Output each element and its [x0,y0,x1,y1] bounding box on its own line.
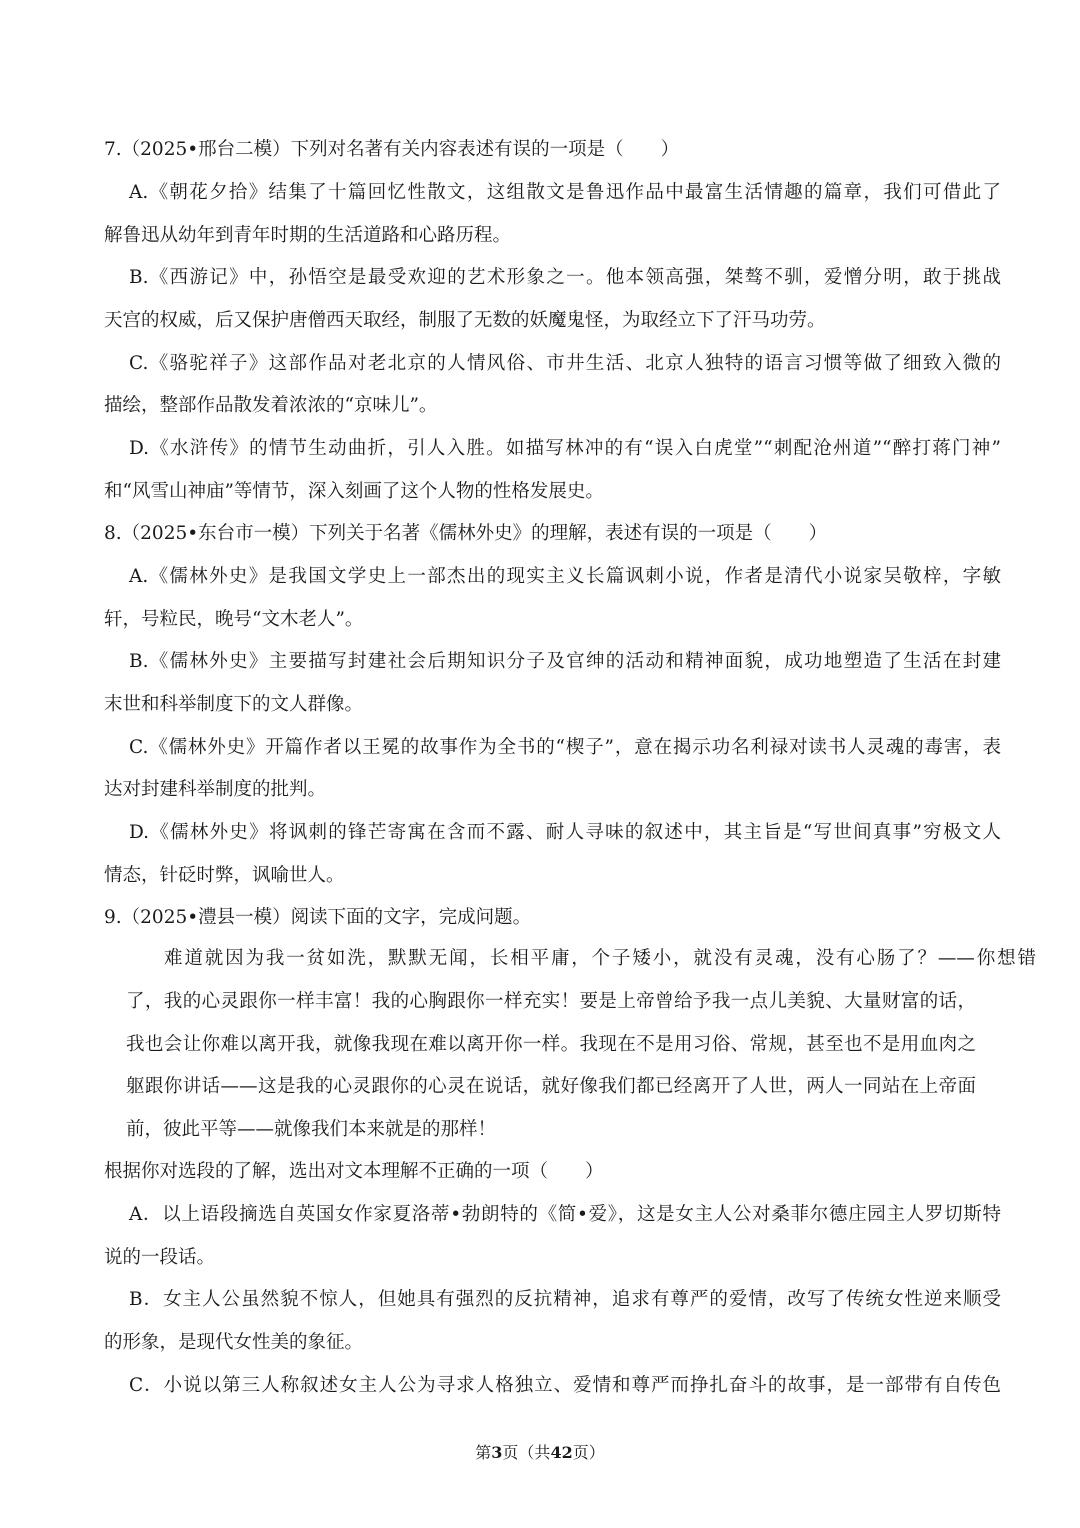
question-9-stem: 9.（2025•澧县一模）阅读下面的文字，完成问题。 [104,907,532,928]
footer-suffix: 页） [572,1443,605,1462]
question-9-option-c-line1: C．小说以第三人称叙述女主人公为寻求人格独立、爱情和尊严而挣扎奋斗的故事，是一部带有自传色 [129,1375,1001,1396]
question-7-option-d-line2: 和“风雪山神庙”等情节，深入刻画了这个人物的性格发展史。 [104,481,604,502]
page-footer [0,1442,1080,1464]
footer-middle: 页（共 [502,1443,551,1462]
question-9-option-a-line2: 说的一段话。 [104,1247,216,1268]
question-8-option-b-line1: B.《儒林外史》主要描写封建社会后期知识分子及官绅的活动和精神面貌，成功地塑造了生活在封建 [129,651,1001,672]
question-7-option-a-line1: A.《朝花夕拾》结集了十篇回忆性散文，这组散文是鲁迅作品中最富生活情趣的篇章，我们可借此了 [129,182,1001,203]
question-7-option-c-line1: C.《骆驼祥子》这部作品对老北京的人情风俗、市井生活、北京人独特的语言习惯等做了细致入微的 [129,353,1001,374]
question-7-option-c-line2: 描绘，整部作品散发着浓浓的“京味儿”。 [104,395,438,416]
passage-line-3: 我也会让你难以离开我，就像我现在难以离开你一样。我现在不是用习俗、常规，甚至也不是用血肉之 [126,1034,976,1055]
question-8-option-c-line1: C.《儒林外史》开篇作者以王冕的故事作为全书的“楔子”，意在揭示功名利禄对读书人灵魂的毒害，表 [129,737,1001,758]
passage-line-2: 了，我的心灵跟你一样丰富！我的心胸跟你一样充实！要是上帝曾给予我一点儿美貌、大量财富的话， [126,991,976,1012]
question-7-stem: 7.（2025•邢台二模）下列对名著有关内容表述有误的一项是（ ） [104,139,680,160]
question-7-option-d-line1: D.《水浒传》的情节生动曲折，引人入胜。如描写林冲的有“误入白虎堂”“刺配沧州道”“醉打蒋门神” [129,438,1001,459]
question-7-option-a-line2: 解鲁迅从幼年到青年时期的生活道路和心路历程。 [104,225,512,246]
question-9-option-b-line2: 的形象，是现代女性美的象征。 [104,1332,364,1353]
question-8-option-a-line2: 轩，号粒民，晚号“文木老人”。 [104,609,364,630]
question-9-subquestion: 根据你对选段的了解，选出对文本理解不正确的一项（ ） [104,1161,604,1182]
question-8-stem: 8.（2025•东台市一模）下列关于名著《儒林外史》的理解，表述有误的一项是（ ） [104,523,828,544]
passage-line-1: 难道就因为我一贫如洗，默默无闻，长相平庸，个子矮小，就没有灵魂，没有心肠了？——你想错 [164,948,1036,969]
passage-line-5: 前，彼此平等——就像我们本来就是的那样！ [126,1119,497,1140]
question-8-option-d-line1: D.《儒林外史》将讽刺的锋芒寄寓在含而不露、耐人寻味的叙述中，其主旨是“写世间真事”穷极文人 [129,822,1001,843]
question-8-option-d-line2: 情态，针砭时弊，讽喻世人。 [104,865,345,886]
question-8-option-c-line2: 达对封建科举制度的批判。 [104,779,327,800]
question-9-option-b-line1: B．女主人公虽然貌不惊人，但她具有强烈的反抗精神，追求有尊严的爱情，改写了传统女性逆来顺受 [129,1289,1001,1310]
question-8-option-b-line2: 末世和科举制度下的文人群像。 [104,694,364,715]
footer-total-pages: 42 [550,1443,573,1462]
question-8-option-a-line1: A.《儒林外史》是我国文学史上一部杰出的现实主义长篇讽刺小说，作者是清代小说家吴敬梓，字敏 [129,566,1001,587]
passage-line-4: 躯跟你讲话——这是我的心灵跟你的心灵在说话，就好像我们都已经离开了人世，两人一同站在上帝面 [126,1076,976,1097]
footer-page-number: 3 [491,1443,503,1462]
question-7-option-b-line2: 天宫的权威，后又保护唐僧西天取经，制服了无数的妖魔鬼怪，为取经立下了汗马功劳。 [104,310,826,331]
question-9-option-a-line1: A．以上语段摘选自英国女作家夏洛蒂•勃朗特的《简•爱》，这是女主人公对桑菲尔德庄园主人罗切斯特 [129,1204,1001,1225]
footer-prefix: 第 [475,1443,492,1462]
question-7-option-b-line1: B.《西游记》中，孙悟空是最受欢迎的艺术形象之一。他本领高强，桀骜不驯，爱憎分明，敢于挑战 [129,267,1001,288]
